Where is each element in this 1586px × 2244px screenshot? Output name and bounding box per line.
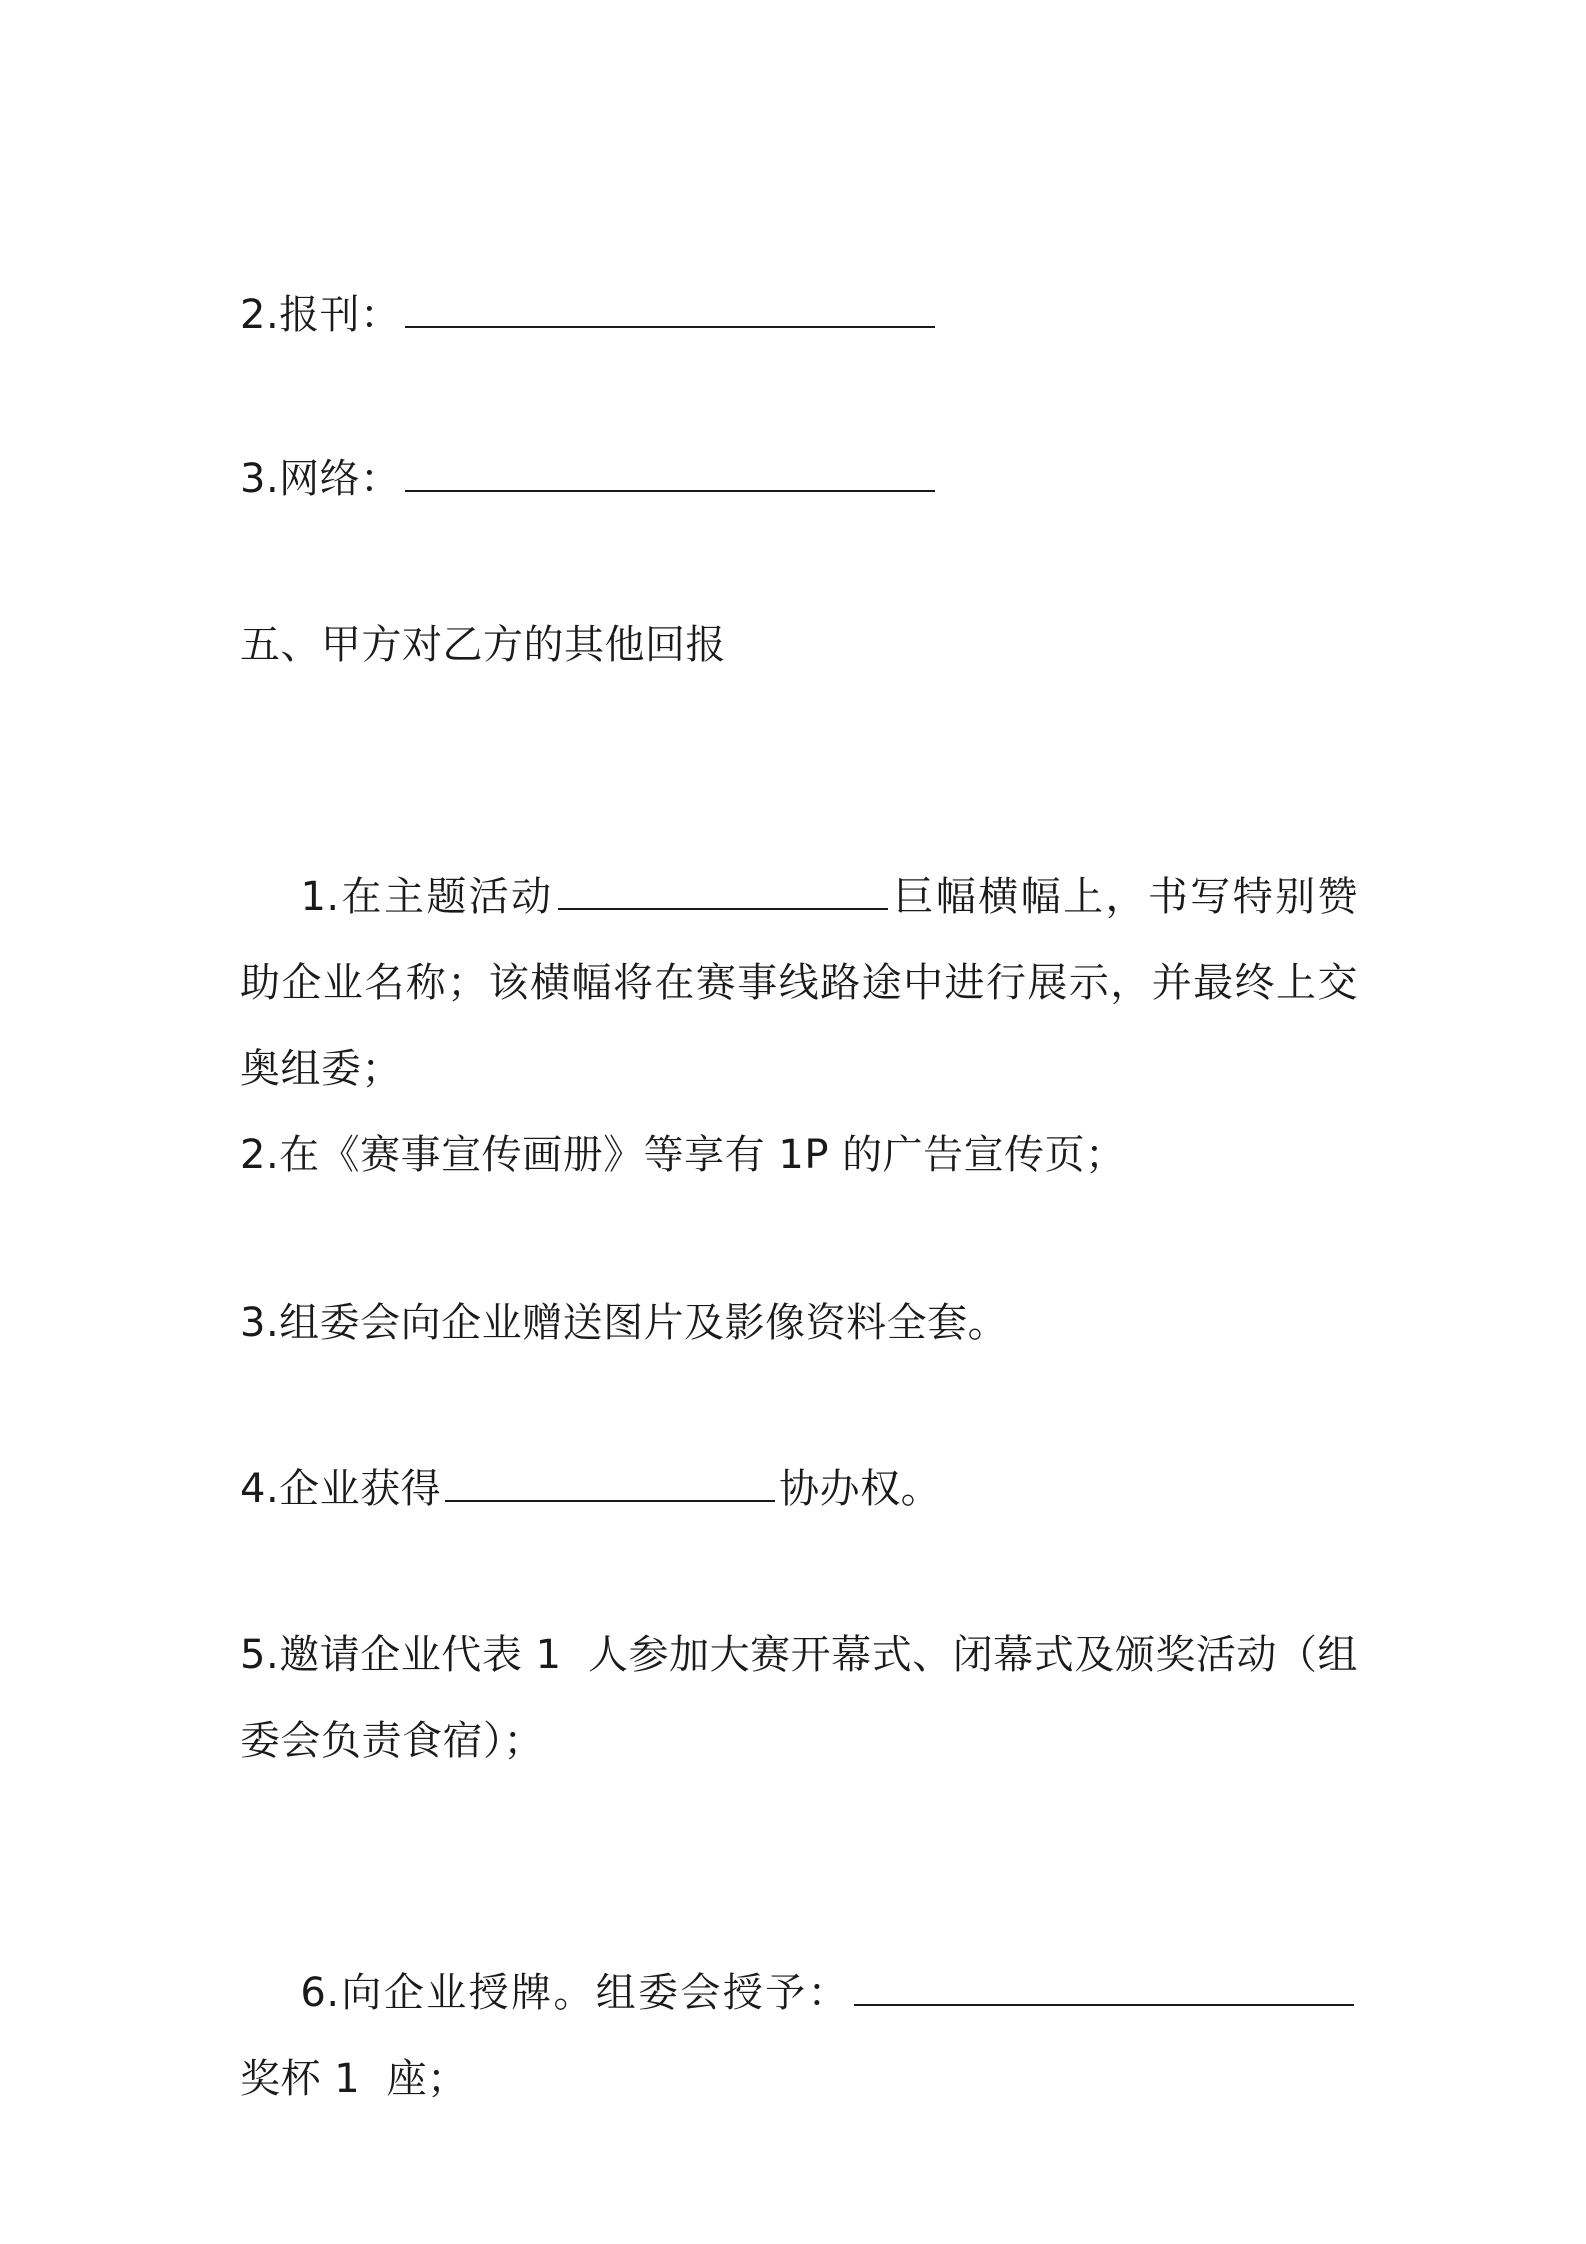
media-newspaper-line [240,272,1358,358]
item1-before: 1.在主题活动 [300,874,554,920]
media-network-line [240,436,1358,522]
return-item-2: 2.在《赛事宣传画册》等享有 1P 的广告宣传页； [240,1132,1126,1178]
return-item-4 [240,1446,1358,1532]
item4-before: 4.企业获得 [240,1466,442,1512]
newspaper-blank [405,296,935,328]
return-item-5: 5.邀请企业代表 1 人参加大赛开幕式、闭幕式及颁奖活动（组委会负责食宿）； [240,1632,1358,1764]
item4-blank [445,1470,775,1502]
section-heading-5: 五、甲方对乙方的其他回报 [240,622,726,668]
item1-blank [558,878,888,910]
item6-after: 奖杯 1 座； [240,1970,1372,2102]
return-item-3: 3.组委会向企业赠送图片及影像资料全套。 [240,1300,1009,1346]
network-label: 3.网络： [240,456,401,502]
return-item-6 [240,1864,1372,2208]
item6-before: 6.向企业授牌。组委会授予： [300,1970,851,2016]
item1-after: 巨幅横幅上，书写特别赞助企业名称；该横幅将在赛事线路途中进行展示，并最终上交奥组委； [240,874,1359,1092]
item4-after: 协办权。 [779,1466,942,1512]
item6-blank [854,1974,1354,2006]
newspaper-label: 2.报刊： [240,292,401,338]
network-blank [405,460,935,492]
